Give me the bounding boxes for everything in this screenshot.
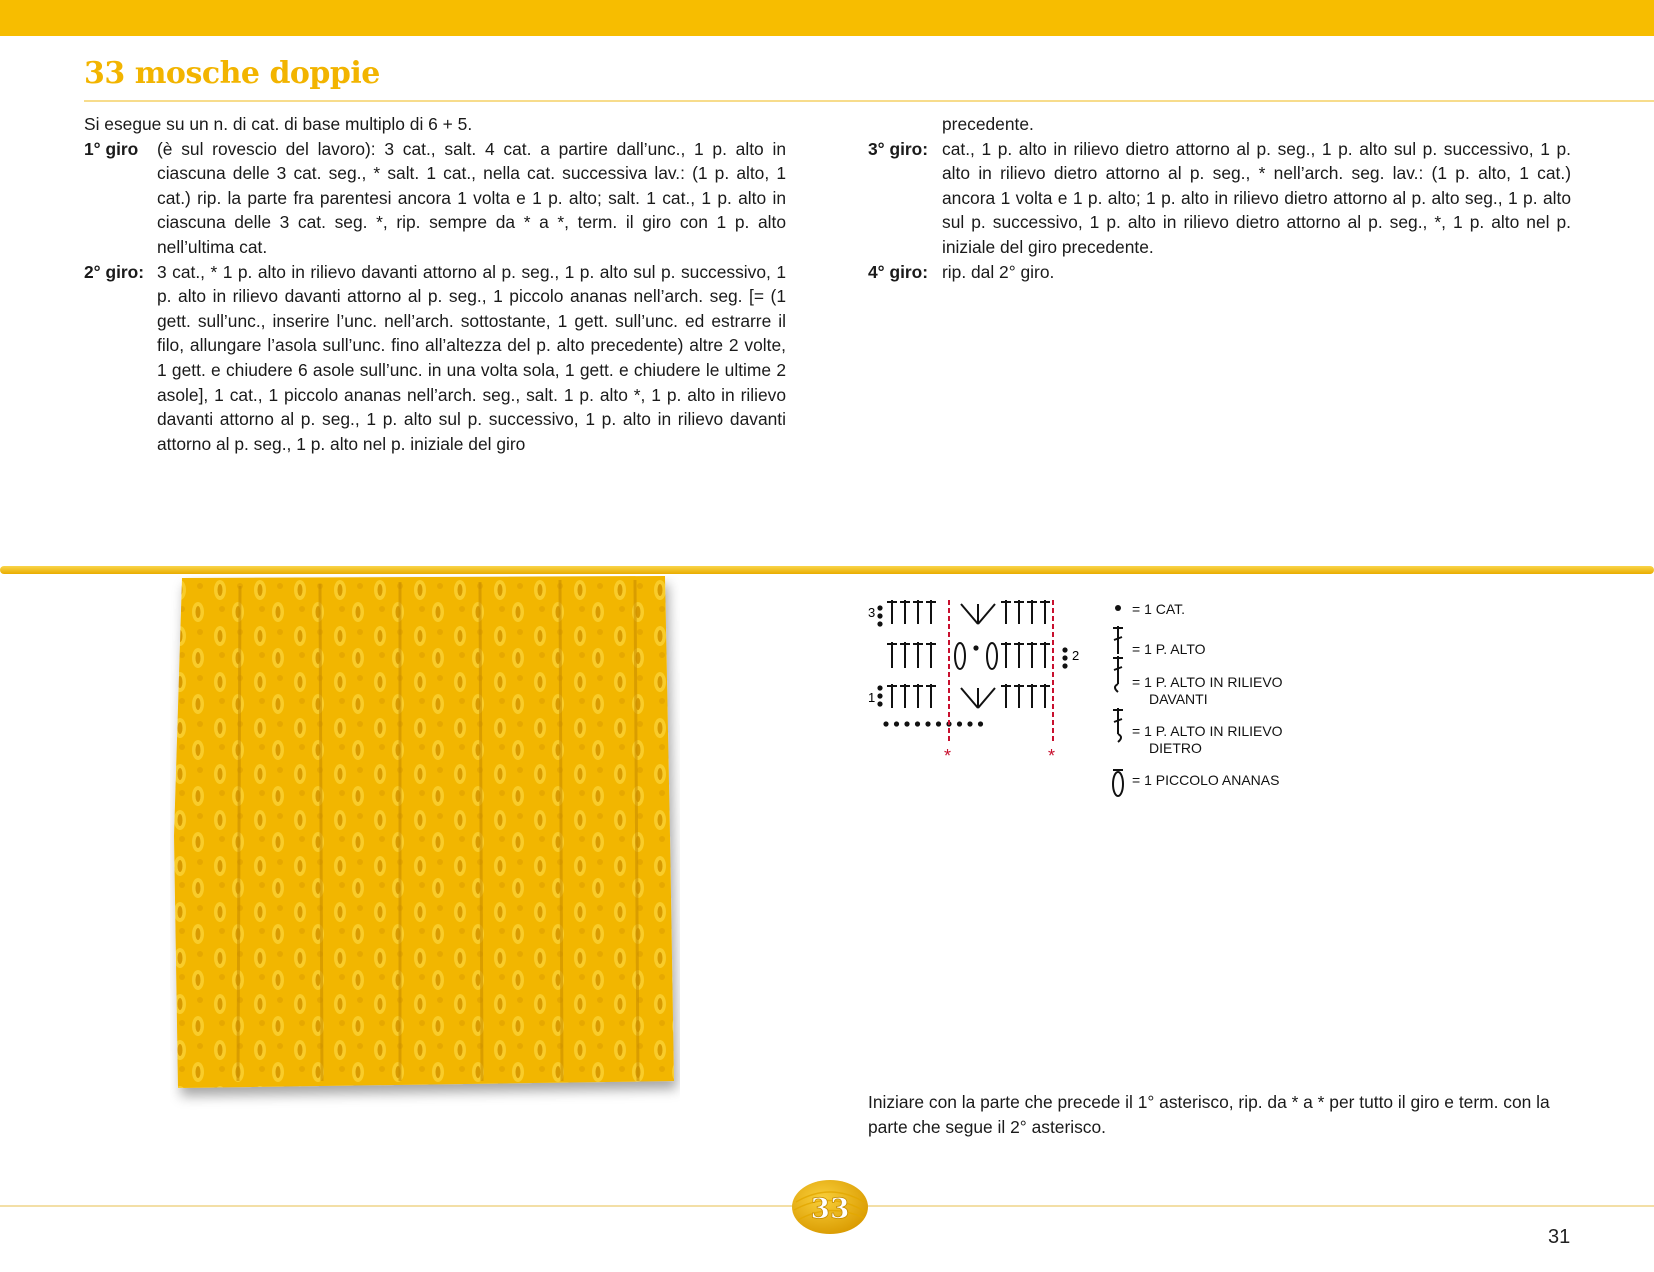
legend-puff: = 1 PICCOLO ANANAS (1132, 772, 1280, 788)
chain-dot (957, 721, 962, 726)
row-number-1: 1 (868, 690, 876, 705)
fan-mark (961, 604, 995, 624)
fan-mark (961, 688, 995, 708)
repeat-mark-left: * (944, 746, 952, 766)
left-column (84, 112, 786, 456)
chain-dot (967, 721, 972, 726)
chain-dot (894, 721, 899, 726)
round-1-label: 1° giro (84, 138, 139, 159)
intro-text: Si esegue su un n. di cat. di base multiplo di 6 + 5. (84, 114, 473, 134)
top-accent-bar (0, 0, 1654, 36)
yarn-ball-badge (788, 1178, 872, 1236)
crochet-swatch-image (170, 576, 680, 1111)
legend-front-post-2: DAVANTI (1149, 691, 1208, 707)
row-number-2: 2 (1072, 648, 1080, 663)
legend-back-post: = 1 P. ALTO IN RILIEVO (1132, 723, 1283, 739)
round-1-text: (è sul rovescio del lavoro): 3 cat., salt. 4 cat. a partire dall’unc., 1 p. alto in ciascuna delle 3 cat. seg., * salt. 1 cat., nella cat. successiva lav.: (1 p. alto, 1 cat.) rip. la parte fra parentesi ancora 1 volta e 1 p. alto; salt. 1 cat., 1 p. alto in ciascuna delle 3 cat. seg. *, rip. sempre da * a *, term. il giro con 1 p. alto nell’ultima cat. (157, 138, 786, 257)
legend-back-post-2: DIETRO (1149, 740, 1202, 756)
repeat-mark-right: * (1048, 746, 1056, 766)
chain-dot (877, 621, 882, 626)
chain-dot (915, 721, 920, 726)
title-divider (84, 100, 1654, 102)
diagram-stitches (877, 600, 1067, 727)
yarn-strand (0, 566, 1654, 574)
chain-dot (883, 721, 888, 726)
row-number-3: 3 (868, 605, 876, 620)
front-post-treble-icon (1113, 656, 1123, 692)
back-post-treble-icon (1113, 708, 1123, 742)
chain-dot (877, 701, 882, 706)
round-3-label: 3° giro: (868, 138, 929, 159)
page-title: 33 mosche doppie (84, 56, 380, 91)
round-2-text: 3 cat., * 1 p. alto in rilievo davanti attorno al p. seg., 1 p. alto sul p. successivo, 1 p. alto in rilievo davanti attorno al p. seg., 1 piccolo ananas nell’arch. seg. [= (1 gett. sull’unc., inserire l’unc. nell’arch. sottostante, 1 gett. sull’unc. ed estrarre il filo, allungare l’asola sull’unc. fino all’altezza del p. alto precedente) altre 2 volte, 1 gett. e chiudere 6 asole sull’unc. in una volta sola, 1 gett. e chiudere le ultime 2 asole], 1 cat., 1 piccolo ananas nell’arch. seg., salt. 1 p. alto *, 1 p. alto in rilievo davanti attorno al p. seg., 1 p. alto sul p. successivo, 1 p. alto in rilievo davanti attorno al p. seg., 1 p. alto nel p. iniziale del giro (157, 261, 786, 454)
puff-stitch-icon (1113, 770, 1123, 796)
round-2-label: 2° giro: (84, 261, 145, 282)
puff-mark (955, 643, 965, 669)
round-4-text: rip. dal 2° giro. (942, 261, 1055, 282)
treble-icon (1113, 626, 1123, 654)
chain-dot (925, 721, 930, 726)
continuation-text: precedente. (942, 114, 1034, 134)
badge-number: 33 (810, 1192, 850, 1225)
chain-dot (877, 605, 882, 610)
chain-dot (978, 721, 983, 726)
page-number: 31 (1548, 1226, 1571, 1248)
right-column (868, 112, 1571, 284)
puff-mark (987, 643, 997, 669)
chain-dot (877, 685, 882, 690)
chain-dot (1062, 655, 1067, 660)
chain-dot (1062, 647, 1067, 652)
instruction-note: Iniziare con la parte che precede il 1° asterisco, rip. da * a * per tutto il giro e term. con la parte che segue il 2° asterisco. (868, 1092, 1550, 1137)
round-2 (84, 260, 786, 457)
round-4-label: 4° giro: (868, 261, 929, 282)
chain-dot (904, 721, 909, 726)
round-3-text: cat., 1 p. alto in rilievo dietro attorno al p. seg., 1 p. alto sul p. successivo, 1 p. alto in rilievo dietro attorno al p. seg., * nell’arch. seg. lav.: (1 p. alto, 1 cat.) ancora 1 volta e 1 p. alto; 1 p. alto in rilievo dietro attorno al p. alto seg., 1 p. alto sul p. successivo, 1 p. alto in rilievo dietro attorno al p. seg., *, 1 p. alto nel p. iniziale del giro precedente. (942, 138, 1571, 257)
legend-chain: = 1 CAT. (1132, 601, 1186, 617)
round-4 (868, 260, 1571, 285)
chain-dot (877, 613, 882, 618)
legend-treble: = 1 P. ALTO (1132, 641, 1206, 657)
round-1 (84, 137, 786, 260)
legend-front-post: = 1 P. ALTO IN RILIEVO (1132, 674, 1283, 690)
chain-dot (877, 693, 882, 698)
chain-dot (936, 721, 941, 726)
chain-dot-icon (1115, 605, 1121, 611)
chain-dot (1062, 663, 1067, 668)
round-3 (868, 137, 1571, 260)
chain-dot (973, 645, 978, 650)
